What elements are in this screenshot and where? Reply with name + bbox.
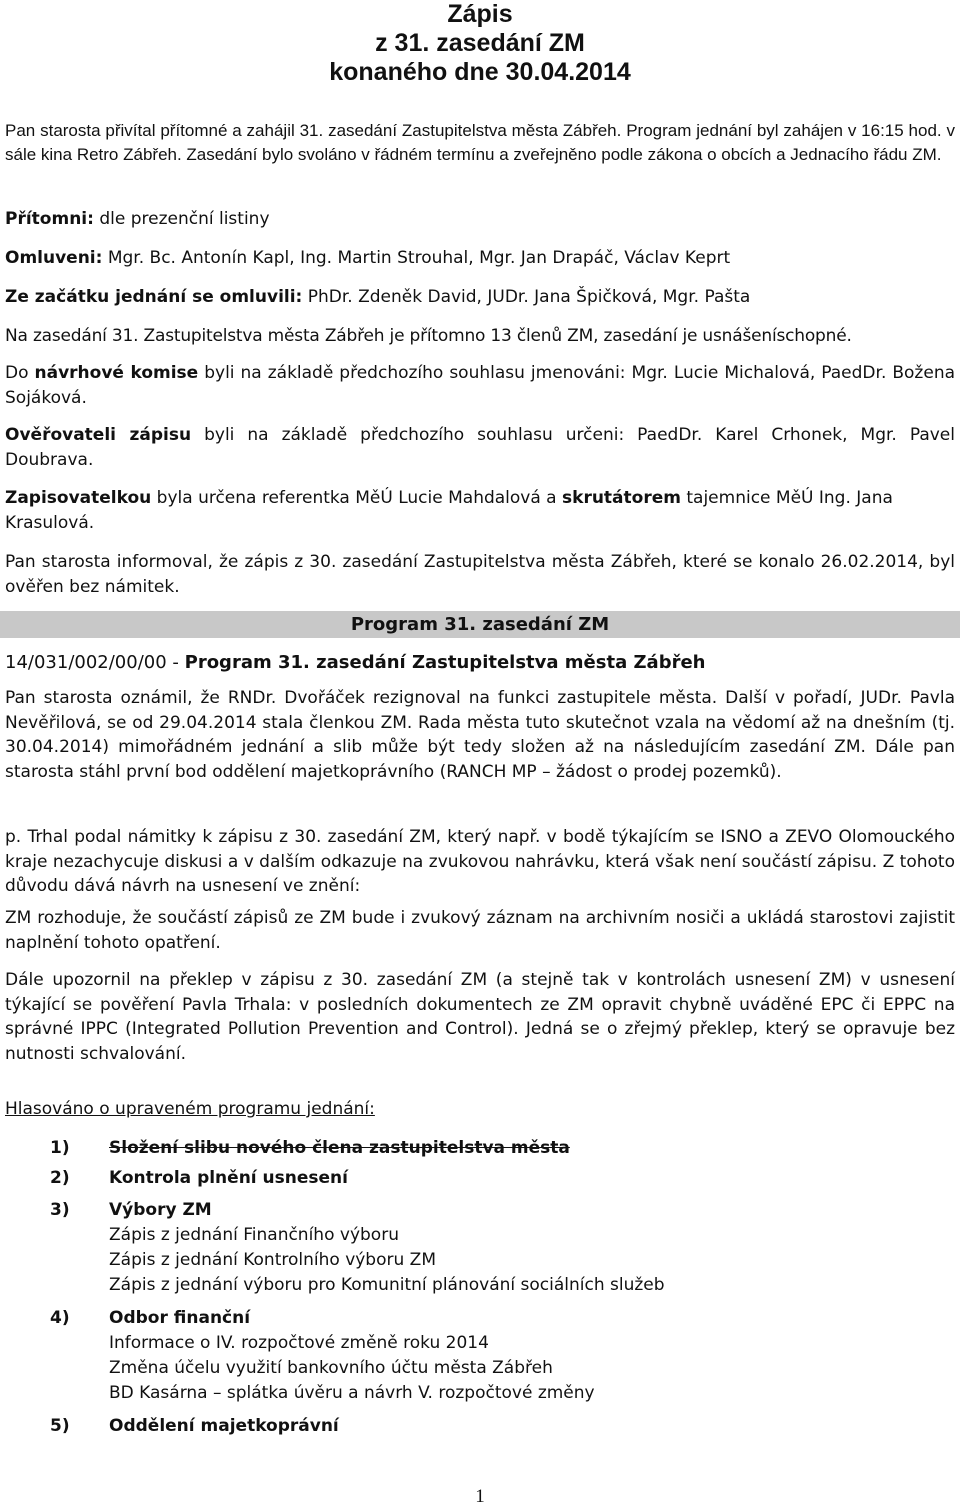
recorder-text: byla určena referentka MěÚ Lucie Mahdalová a bbox=[151, 488, 563, 508]
program-item-4-sub-3: BD Kasárna – splátka úvěru a návrh V. rozpočtové změny bbox=[109, 1383, 595, 1403]
program-item-4-sub-2: Změna účelu využití bankovního účtu města Zábřeh bbox=[109, 1358, 553, 1378]
committee-pre: Do bbox=[5, 363, 35, 383]
program-item-3-sub-2: Zápis z jednání Kontrolního výboru ZM bbox=[109, 1250, 436, 1270]
resolution-code: 14/031/002/00/00 - bbox=[5, 652, 185, 673]
late-excused-label: Ze začátku jednání se omluvili: bbox=[5, 287, 303, 307]
recorder-paragraph bbox=[5, 486, 905, 535]
excused-line bbox=[5, 246, 955, 271]
committee-text: byli na základě předchozího souhlasu jmenováni: Mgr. Lucie Michalová, PaedDr. Božena Sojáková. bbox=[5, 363, 956, 408]
quorum-line: Na zasedání 31. Zastupitelstva města Zábřeh je přítomno 13 členů ZM, zasedání je usnášeníschopné. bbox=[5, 326, 852, 346]
excused-label: Omluveni: bbox=[5, 248, 103, 268]
document-date: konaného dne 30.04.2014 bbox=[329, 58, 631, 86]
program-item-2-title: Kontrola plnění usnesení bbox=[109, 1168, 348, 1188]
program-item-4-title: Odbor finanční bbox=[109, 1308, 251, 1328]
verifiers-paragraph bbox=[5, 423, 955, 472]
resolution-paragraph-1: Pan starosta oznámil, že RNDr. Dvořáček rezignoval na funkci zastupitele města. Další v pořadí, JUDr. Pavla Nevěřilová, se od 29.04.2014 stala členkou ZM. Rada města tuto skutečnot vzala na vědomí až na dnešním (tj. 30.04.2014) mimořádném jednání a slib může být tedy složen až na následujícím zasedání ZM. Dále pan starosta stáhl první bod oddělení majetkoprávního (RANCH MP – žádost o prodej pozemků). bbox=[5, 688, 955, 782]
resolution-paragraph-4: Dále upozornil na překlep v zápisu z 30. zasedání ZM (a stejně tak v kontrolách usnesení ZM) v usnesení týkající se pověření Pavla Trhala: v posledních dokumentech ze ZM opravit chybně uváděné EPC či EPPC na správné IPPC (Integrated Pollution Prevention and Control). Jedná se o zřejmý překlep, který se opravuje bez nutnosti schvalování. bbox=[5, 970, 955, 1064]
program-item-3-sub-1: Zápis z jednání Finančního výboru bbox=[109, 1225, 399, 1245]
program-item-5-title: Oddělení majetkoprávní bbox=[109, 1416, 339, 1436]
resolution-heading bbox=[5, 651, 955, 676]
committee-label: návrhové komise bbox=[34, 363, 199, 383]
counter-text: tajemnice MěÚ Ing. Jana Krasulová. bbox=[5, 488, 893, 533]
resolution-title: Program 31. zasedání Zastupitelstva města Zábřeh bbox=[184, 652, 706, 673]
vote-heading: Hlasováno o upraveném programu jednání: bbox=[5, 1099, 375, 1119]
program-item-1-number: 1) bbox=[50, 1138, 70, 1158]
program-item-4-number: 4) bbox=[50, 1308, 70, 1328]
program-item-3-number: 3) bbox=[50, 1200, 70, 1220]
program-item-4-sub-1: Informace o IV. rozpočtové změně roku 2014 bbox=[109, 1333, 489, 1353]
program-item-3-sub-3: Zápis z jednání výboru pro Komunitní plánování sociálních služeb bbox=[109, 1275, 665, 1295]
counter-label: skrutátorem bbox=[562, 488, 681, 508]
present-line bbox=[5, 207, 955, 232]
program-item-2-number: 2) bbox=[50, 1168, 70, 1188]
document-subtitle: z 31. zasedání ZM bbox=[375, 29, 585, 57]
late-excused-text: PhDr. Zdeněk David, JUDr. Jana Špičková, Mgr. Pašta bbox=[302, 287, 751, 307]
committee-paragraph bbox=[5, 361, 955, 410]
verifiers-label: Ověřovateli zápisu bbox=[5, 425, 192, 445]
intro-paragraph: Pan starosta přivítal přítomné a zahájil 31. zasedání Zastupitelstva města Zábřeh. Program jednání byl zahájen v 16:15 hod. v sále kina Retro Zábřeh. Zasedání bylo svoláno v řádném termínu a zveřejněno podle zákona o obcích a Jednacího řádu ZM. bbox=[5, 121, 955, 164]
excused-text: Mgr. Bc. Antonín Kapl, Ing. Martin Strouhal, Mgr. Jan Drapáč, Václav Keprt bbox=[102, 248, 731, 268]
page-number: 1 bbox=[475, 1486, 485, 1507]
document-title: Zápis bbox=[447, 0, 513, 28]
program-item-3-title: Výbory ZM bbox=[109, 1200, 212, 1220]
present-text: dle prezenční listiny bbox=[93, 209, 270, 229]
program-item-5-number: 5) bbox=[50, 1416, 70, 1436]
program-item-1-title: Složení slibu nového člena zastupitelstva města bbox=[109, 1138, 570, 1158]
present-label: Přítomni: bbox=[5, 209, 94, 229]
program-heading: Program 31. zasedání ZM bbox=[350, 614, 610, 635]
previous-minutes-paragraph: Pan starosta informoval, že zápis z 30. zasedání Zastupitelstva města Zábřeh, které se konalo 26.02.2014, byl ověřen bez námitek. bbox=[5, 552, 955, 597]
resolution-paragraph-3: ZM rozhoduje, že součástí zápisů ze ZM bude i zvukový záznam na archivním nosiči a ukládá starostovi zajistit naplnění tohoto opatření. bbox=[5, 908, 955, 953]
resolution-paragraph-2: p. Trhal podal námitky k zápisu z 30. zasedání ZM, který např. v bodě týkajícím se ISNO a ZEVO Olomouckého kraje nezachycuje diskusi a v dalším odkazuje na zvukovou nahrávku, která však není součástí zápisu. Z tohoto důvodu dává návrh na usnesení ve znění: bbox=[5, 827, 955, 896]
recorder-label: Zapisovatelkou bbox=[5, 488, 152, 508]
late-excused-line bbox=[5, 285, 955, 310]
verifiers-text: byli na základě předchozího souhlasu určeni: PaedDr. Karel Crhonek, Mgr. Pavel Doubrava. bbox=[5, 425, 955, 470]
